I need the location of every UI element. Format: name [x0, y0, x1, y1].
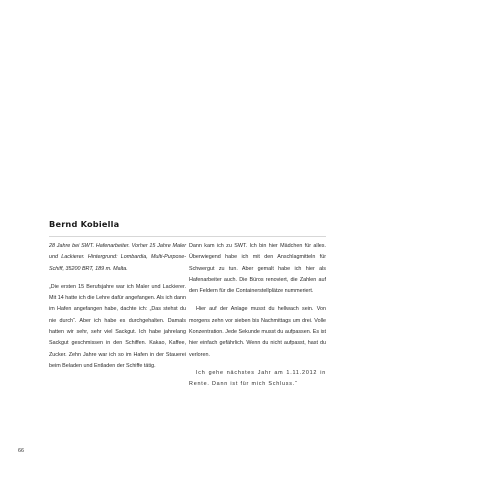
- person-name-heading: Bernd Kobiella: [49, 219, 120, 229]
- quote-paragraph-1: „Die ersten 15 Berufsjahre war ich Maler und Lackierer. Mit 14 hatte ich die Lehre dafür angefangen. Als ich dann im Hafen angefangen habe, dachte ich: „Das stehst du nie durch“. Aber ich habe es durchgehalten. Damals hatten wir sehr, sehr viel Sackgut. Ich habe jahrelang Sackgut geschmissen in den Schiffen. Kakao, Kaffee, Zucker. Zehn Jahre war ich so im Hafen in der Stauerei beim Beladen und Entladen der Schiffe tätig.: [49, 283, 186, 369]
- page-number: 66: [18, 448, 24, 454]
- quote-paragraph-2: Dann kam ich zu SWT. Ich bin hier Mädchen für alles. Überwiegend habe ich mit den Anschlagmitteln für Schwergut zu tun. Aber gemalt habe ich hier als Hafenarbeiter auch. Die Büros renoviert, die Zahlen auf den Feldern für die Containerstellplätze nummeriert.: [189, 243, 326, 295]
- heading-divider: [49, 236, 326, 237]
- intro-paragraph: 28 Jahre bei SWT. Hafenarbeiter. Vorher 15 Jahre Maler und Lackierer. Hintergrund: Lombardia, Multi-Purpose-Schiff, 35200 BRT, 189 m. Malta.: [49, 243, 186, 272]
- right-text-column: [189, 241, 326, 391]
- quote-paragraph-4: Ich gehe nächstes Jahr am 1.11.2012 in Rente. Dann ist für mich Schluss.“: [189, 369, 326, 388]
- quote-paragraph-3: Hier auf der Anlage musst du hellwach sein. Von morgens zehn vor sieben bis Nachmittags um drei. Volle Konzentration. Jede Sekunde musst du aufpassen. Es ist hier einfach gefährlich. Wenn du nicht aufpasst, hast du verloren.: [189, 306, 326, 358]
- left-text-column: [49, 241, 186, 372]
